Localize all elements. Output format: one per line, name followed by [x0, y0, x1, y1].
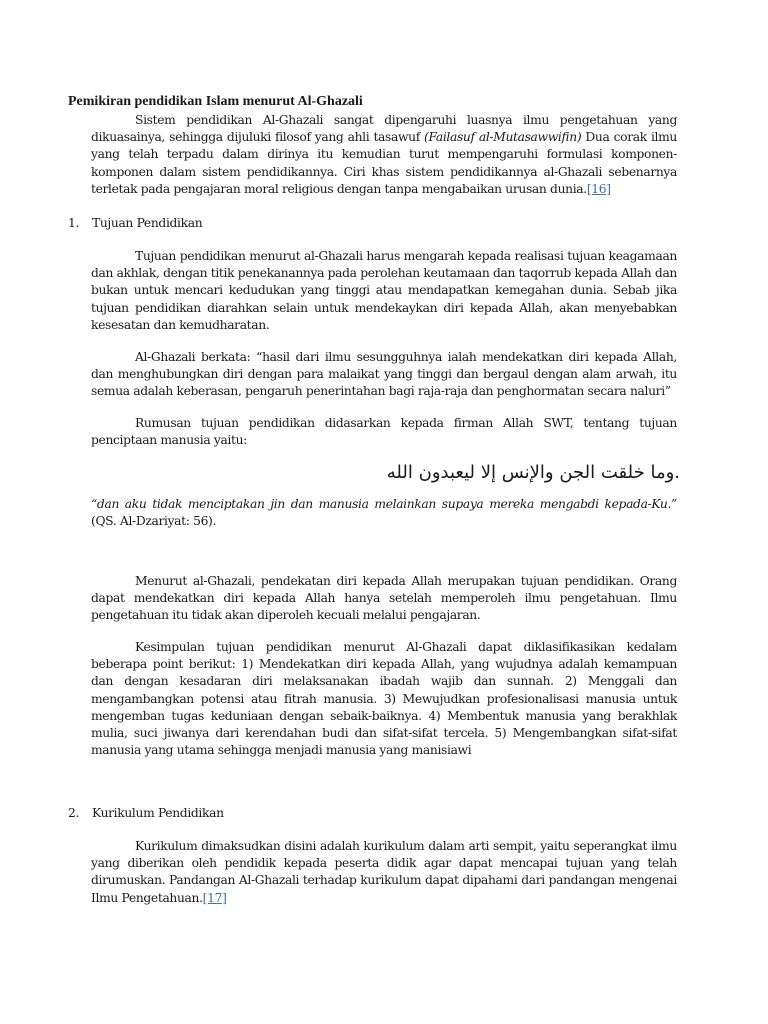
intro-text-b: Dua corak ilmu yang telah terpadu dalam dirinya itu kemudian turut mempengaruhi formulasi komponen-komponen dalam sistem pendidikannya. Ciri khas sistem pendidikannya al-Ghazali sebenarnya terletak pada pengajaran moral religious dengan tanpa mengabaikan urusan dunia.: [91, 130, 677, 196]
section-1-paragraph-3-text: Rumusan tujuan pendidikan didasarkan kepada firman Allah SWT, tentang tujuan penciptaan manusia yaitu:: [91, 416, 677, 448]
verse-reference: (QS. Al-Dzariyat: 56).: [91, 514, 217, 529]
section-2-heading: [68, 806, 224, 820]
section-1-paragraph-2: [91, 349, 677, 401]
section-1-heading: [68, 216, 202, 230]
arabic-verse: .ﻭﻣﺎ ﺧﻠﻘﺖ ﺍﻟﺠﻦ ﻭﺍﻹﻧﺲ ﺇﻻ ﻟﻴﻌﺒﺪﻭﻥ ﺍﻟﻠﻪ: [386, 462, 680, 483]
section-2-number: 2.: [68, 806, 80, 820]
section-1-paragraph-2-text: Al-Ghazali berkata: “hasil dari ilmu sesungguhnya ialah mendekatkan diri kepada Allah, dan menghubungkan diri dengan para malaikat yang tinggi dan bergaul dengan alam arwah, itu semua adalah keberasan, pengaruh penerintahan bagi raja-raja dan penghormatan secara naluri”: [91, 350, 677, 399]
section-1-paragraph-4-text: Menurut al-Ghazali, pendekatan diri kepada Allah merupakan tujuan pendidikan. Orang dapat mendekatkan diri kepada Allah hanya setelah memperoleh ilmu pengetahuan. Ilmu pengetahuan itu tidak akan diperoleh kecuali melalui pengajaran.: [91, 574, 677, 623]
section-1-paragraph-5: [91, 639, 677, 759]
verse-translation-text: “dan aku tidak menciptakan jin dan manusia melainkan supaya mereka mengabdi kepada-Ku.”: [91, 497, 677, 511]
section-2-paragraph-1: [91, 838, 677, 907]
document-title: Pemikiran pendidikan Islam menurut Al-Ghazali: [68, 94, 363, 109]
footnote-link-16[interactable]: [16]: [586, 181, 611, 196]
section-1-paragraph-5-text: Kesimpulan tujuan pendidikan menurut Al-Ghazali dapat diklasifikasikan kedalam beberapa point berikut: 1) Mendekatkan diri kepada Allah, yang wujudnya adalah kemampuan dan dengan kesadaran diri melaksanakan ibadah wajib dan sunnah. 2) Menggali dan mengambangkan potensi atau fitrah manusia. 3) Mewujudkan profesionalisasi manusia untuk mengemban tugas keduniaan dengan sebaik-baiknya. 4) Membentuk manusia yang berakhlak mulia, suci jiwanya dari kerendahan budi dan sifat-sifat tercela. 5) Mengembangkan sifat-sifat manusia yang utama sehingga menjadi manusia yang manisiawi: [91, 640, 677, 758]
section-2-title: Kurikulum Pendidikan: [92, 806, 224, 820]
footnote-link-17[interactable]: [17]: [202, 890, 227, 905]
section-1-paragraph-1: [91, 248, 677, 334]
intro-paragraph: [91, 112, 677, 198]
section-1-paragraph-1-text: Tujuan pendidikan menurut al-Ghazali harus mengarah kepada realisasi tujuan keagamaan dan akhlak, dengan titik penekanannya pada perolehan keutamaan dan taqorrub kepada Allah dan bukan untuk mencari kedudukan yang tinggi atau mendapatkan kemegahan dunia. Sebab jika tujuan pendidikan diarahkan selain untuk mendekaykan diri kepada Allah, akan menyebabkan kesesatan dan kemudharatan.: [91, 249, 677, 332]
verse-translation: [91, 496, 677, 530]
intro-italic-term: (Failasuf al-Mutasawwifin): [424, 130, 582, 145]
section-1-number: 1.: [68, 216, 80, 230]
section-1-title: Tujuan Pendidikan: [92, 216, 203, 230]
section-1-paragraph-4: [91, 573, 677, 625]
section-1-paragraph-3: [91, 415, 677, 449]
section-2-paragraph-1-text: Kurikulum dimaksudkan disini adalah kurikulum dalam arti sempit, yaitu seperangkat ilmu yang diberikan oleh pendidik kepada peserta didik agar dapat mencapai tujuan yang telah dirumuskan. Pandangan Al-Ghazali terhadap kurikulum dapat dipahami dari pandangan mengenai Ilmu Pengetahuan.: [91, 839, 677, 905]
intro-text-a: Sistem pendidikan Al-Ghazali sangat dipengaruhi luasnya ilmu pengetahuan yang dikuasainya, sehingga dijuluki filosof yang ahli tasawuf: [91, 113, 677, 145]
